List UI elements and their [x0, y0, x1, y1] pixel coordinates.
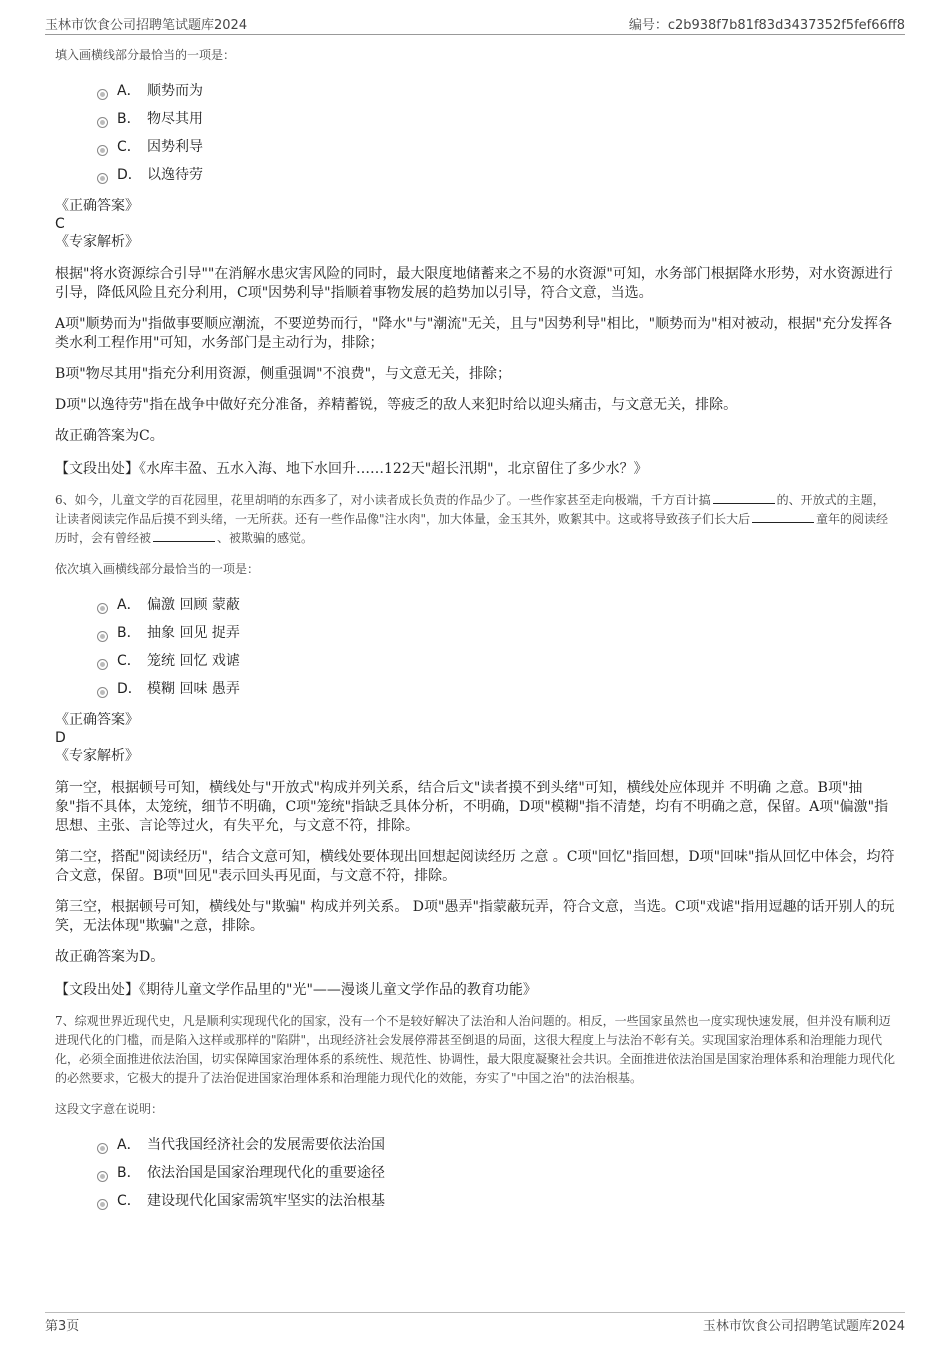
q5-option-c[interactable]: C． 因势利导 [97, 133, 895, 161]
header-serial: 编号：c2b938f7b81f83d3437352f5fef66ff8 [628, 18, 905, 33]
q5-analysis-4: D项"以逸待劳"指在战争中做好充分准备，养精蓄锐，等疲乏的敌人来犯时给以迎头痛击，与文意无关，排除。 [55, 397, 738, 413]
footer-title: 玉林市饮食公司招聘笔试题库2024 [702, 1319, 905, 1334]
q5-analysis-1: 根据"将水资源综合引导""在消解水患灾害风险的同时，最大限度地储蓄来之不易的水资源"可知，水务部门根据降水形势，对水资源进行引导，降低风险且充分利用，C项"因势利导"指顺着事物发展的趋势加以引导，符合文意，当选。 [55, 266, 893, 301]
q5-option-b[interactable]: B． 物尽其用 [97, 105, 895, 133]
blank-line[interactable] [752, 510, 814, 523]
radio-icon[interactable] [97, 687, 108, 698]
q5-option-a[interactable]: A． 顺势而为 [97, 77, 895, 105]
q5-answer-label: 《正确答案》 [55, 198, 139, 214]
q6-source: 【文段出处】《期待儿童文学作品里的"光"——漫谈儿童文学作品的教育功能》 [55, 982, 537, 998]
page-footer [45, 1312, 905, 1334]
q6-analysis-label: 《专家解析》 [55, 748, 139, 764]
q6-prompt: 依次填入画横线部分最恰当的一项是： [55, 562, 260, 576]
q6-answer-label: 《正确答案》 [55, 712, 139, 728]
radio-icon[interactable] [97, 145, 108, 156]
radio-icon[interactable] [97, 117, 108, 128]
q7-option-c[interactable]: C． 建设现代化国家需筑牢坚实的法治根基 [97, 1187, 895, 1215]
q5-analysis-2: A项"顺势而为"指做事要顺应潮流，不要逆势而行，"降水"与"潮流"无关，且与"因势利导"相比，"顺势而为"相对被动，根据"充分发挥各类水利工程作用"可知，水务部门是主动行为，排除； [55, 316, 892, 351]
radio-icon[interactable] [97, 173, 108, 184]
q6-option-c[interactable]: C． 笼统 回忆 戏谑 [97, 647, 895, 675]
blank-line[interactable] [713, 491, 775, 504]
q5-analysis-label: 《专家解析》 [55, 234, 139, 250]
q5-options [55, 77, 895, 189]
q7-option-a[interactable]: A． 当代我国经济社会的发展需要依法治国 [97, 1131, 895, 1159]
page-number: 第3页 [45, 1319, 80, 1334]
page-header [45, 14, 905, 35]
q5-answer: C [55, 216, 65, 232]
q6-option-d[interactable]: D． 模糊 回味 愚弄 [97, 675, 895, 703]
radio-icon[interactable] [97, 603, 108, 614]
q6-option-a[interactable]: A． 偏激 回顾 蒙蔽 [97, 591, 895, 619]
q6-analysis-2: 第二空，搭配"阅读经历"，结合文意可知，横线处要体现出回想起阅读经历 之意 。C项"回忆"指回想，D项"回味"指从回忆中体会，均符合文意，保留。B项"回见"表示回头再见面，与文意不符，排除。 [55, 849, 895, 884]
q7-options [55, 1131, 895, 1215]
q7-option-b[interactable]: B． 依法治国是国家治理现代化的重要途径 [97, 1159, 895, 1187]
q6-stem: 6、如今，儿童文学的百花园里，花里胡哨的东西多了，对小读者成长负责的作品少了。一些作家甚至走向极端，千方百计搞 的、开放式的主题，让读者阅读完作品后摸不到头绪，一无所获。还有一些作品像"注水肉"，加大体量，金玉其外，败絮其中。这或将导致孩子们长大后 童年的阅读经历时，会有曾经被 、被欺骗的感觉。 [55, 493, 889, 545]
page-content [55, 46, 895, 1223]
q6-analysis-1: 第一空，根据顿号可知，横线处与"开放式"构成并列关系，结合后文"读者摸不到头绪"可知，横线处应体现并 不明确 之意。B项"抽象"指不具体，太笼统，细节不明确，C项"笼统"指缺乏具体分析，不明确，D项"模糊"指不清楚，均有不明确之意，保留。A项"偏激"指思想、主张、言论等过火，有失平允，与文意不符，排除。 [55, 780, 889, 834]
q7-prompt: 这段文字意在说明： [55, 1102, 164, 1116]
radio-icon[interactable] [97, 1199, 108, 1210]
q7-stem: 7、综观世界近现代史，凡是顺利实现现代化的国家，没有一个不是较好解决了法治和人治问题的。相反，一些国家虽然也一度实现快速发展，但并没有顺利迈进现代化的门槛，而是陷入这样或那样的"陷阱"，出现经济社会发展停滞甚至倒退的局面，这很大程度上与法治不彰有关。实现国家治理体系和治理能力现代化，必须全面推进依法治国，切实保障国家治理体系的系统性、规范性、协调性，最大限度凝聚社会共识。全面推进依法治国是国家治理体系和治理能力现代化的必然要求，它极大的提升了法治促进国家治理体系和治理能力现代化的效能，夯实了"中国之治"的法治根基。 [55, 1014, 896, 1085]
radio-icon[interactable] [97, 1143, 108, 1154]
q6-answer: D [55, 730, 66, 746]
radio-icon[interactable] [97, 1171, 108, 1182]
q6-analysis-4: 故正确答案为D。 [55, 949, 165, 965]
radio-icon[interactable] [97, 659, 108, 670]
header-title: 玉林市饮食公司招聘笔试题库2024 [45, 18, 248, 33]
q5-prompt: 填入画横线部分最恰当的一项是： [55, 48, 236, 62]
radio-icon[interactable] [97, 631, 108, 642]
q5-analysis-5: 故正确答案为C。 [55, 428, 164, 444]
q6-options [55, 591, 895, 703]
q6-option-b[interactable]: B． 抽象 回见 捉弄 [97, 619, 895, 647]
q6-analysis-3: 第三空，根据顿号可知，横线处与"欺骗" 构成并列关系。 D项"愚弄"指蒙蔽玩弄，符合文意，当选。C项"戏谑"指用逗趣的话开别人的玩笑，无法体现"欺骗"之意，排除。 [55, 899, 895, 934]
radio-icon[interactable] [97, 89, 108, 100]
blank-line[interactable] [153, 529, 215, 542]
q5-source: 【文段出处】《水库丰盈、五水入海、地下水回升……122天"超长汛期"，北京留住了多少水？》 [55, 461, 648, 477]
q5-analysis-3: B项"物尽其用"指充分利用资源，侧重强调"不浪费"，与文意无关，排除； [55, 366, 512, 382]
q5-option-d[interactable]: D． 以逸待劳 [97, 161, 895, 189]
